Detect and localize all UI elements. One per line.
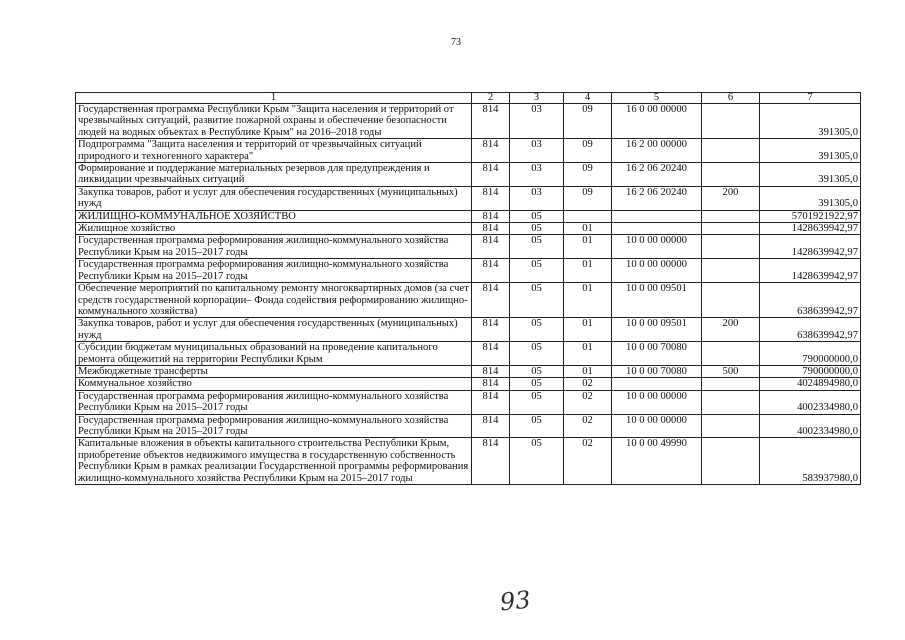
row-subsection-cell: 01 (564, 259, 612, 283)
row-expense-type-cell: 500 (702, 365, 760, 377)
row-ministry-cell: 814 (472, 365, 510, 377)
row-article-cell (612, 223, 702, 235)
row-subsection-cell: 01 (564, 283, 612, 318)
row-expense-type-cell (702, 259, 760, 283)
row-subsection-cell: 02 (564, 438, 612, 485)
row-name-cell: Закупка товаров, работ и услуг для обеспечения государственных (муниципальных) нужд (76, 186, 472, 210)
row-name-cell: Жилищное хозяйство (76, 223, 472, 235)
row-subsection-cell: 01 (564, 342, 612, 366)
row-amount-cell: 5701921922,97 (760, 210, 861, 222)
row-name-cell: Государственная программа реформирования жилищно-коммунального хозяйства Республики Крым на 2015–2017 годы (76, 390, 472, 414)
row-amount-cell: 1428639942,97 (760, 259, 861, 283)
row-name-cell: Обеспечение мероприятий по капитальному ремонту многоквартирных домов (за счет средств государственной корпорации– Фонда содействия реформированию жилищно-коммунального хозяйства) (76, 283, 472, 318)
row-article-cell (612, 210, 702, 222)
table-row (76, 186, 861, 210)
row-article-cell: 16 2 06 20240 (612, 163, 702, 187)
row-section-cell: 03 (510, 163, 564, 187)
row-expense-type-cell (702, 378, 760, 390)
row-name-cell: Субсидии бюджетам муниципальных образований на проведение капитального ремонта общежитий на территории Республики Крым (76, 342, 472, 366)
page-number: 73 (451, 37, 461, 48)
row-expense-type-cell (702, 139, 760, 163)
row-name-cell: Формирование и поддержание материальных резервов для предупреждения и ликвидации чрезвычайных ситуаций (76, 163, 472, 187)
column-header: 3 (510, 93, 564, 104)
row-article-cell: 10 0 00 49990 (612, 438, 702, 485)
row-ministry-cell: 814 (472, 235, 510, 259)
row-expense-type-cell (702, 163, 760, 187)
row-section-cell: 05 (510, 235, 564, 259)
row-amount-cell: 391305,0 (760, 104, 861, 139)
row-subsection-cell: 09 (564, 186, 612, 210)
row-ministry-cell: 814 (472, 390, 510, 414)
row-section-cell: 05 (510, 390, 564, 414)
row-article-cell: 10 0 00 70080 (612, 342, 702, 366)
row-article-cell: 16 0 00 00000 (612, 104, 702, 139)
row-subsection-cell: 01 (564, 365, 612, 377)
row-amount-cell: 4024894980,0 (760, 378, 861, 390)
row-name-cell: Закупка товаров, работ и услуг для обеспечения государственных (муниципальных) нужд (76, 318, 472, 342)
row-amount-cell: 583937980,0 (760, 438, 861, 485)
row-subsection-cell: 01 (564, 223, 612, 235)
table-row (76, 414, 861, 438)
row-subsection-cell: 01 (564, 235, 612, 259)
table-row (76, 163, 861, 187)
row-section-cell: 05 (510, 414, 564, 438)
row-expense-type-cell (702, 223, 760, 235)
row-amount-cell: 391305,0 (760, 186, 861, 210)
row-name-cell: Государственная программа реформирования жилищно-коммунального хозяйства Республики Крым на 2015–2017 годы (76, 414, 472, 438)
row-amount-cell: 790000000,0 (760, 365, 861, 377)
row-ministry-cell: 814 (472, 139, 510, 163)
row-amount-cell: 638639942,97 (760, 318, 861, 342)
row-expense-type-cell (702, 104, 760, 139)
row-amount-cell: 1428639942,97 (760, 223, 861, 235)
row-amount-cell: 1428639942,97 (760, 235, 861, 259)
row-article-cell: 10 0 00 00000 (612, 259, 702, 283)
table-row (76, 235, 861, 259)
table-row (76, 438, 861, 485)
handwritten-page-mark: 93 (498, 585, 532, 617)
row-ministry-cell: 814 (472, 318, 510, 342)
row-expense-type-cell: 200 (702, 318, 760, 342)
row-article-cell: 10 0 00 00000 (612, 414, 702, 438)
row-section-cell: 03 (510, 186, 564, 210)
table-row (76, 283, 861, 318)
row-name-cell: Подпрограмма "Защита населения и территорий от чрезвычайных ситуаций природного и техногенного характера" (76, 139, 472, 163)
row-amount-cell: 391305,0 (760, 163, 861, 187)
column-header: 5 (612, 93, 702, 104)
row-ministry-cell: 814 (472, 163, 510, 187)
row-article-cell: 16 2 00 00000 (612, 139, 702, 163)
header-row (76, 93, 861, 104)
row-ministry-cell: 814 (472, 223, 510, 235)
row-article-cell: 10 0 00 00000 (612, 390, 702, 414)
row-amount-cell: 790000000,0 (760, 342, 861, 366)
row-ministry-cell: 814 (472, 186, 510, 210)
row-article-cell (612, 378, 702, 390)
row-expense-type-cell (702, 342, 760, 366)
row-ministry-cell: 814 (472, 210, 510, 222)
table-row (76, 223, 861, 235)
column-header: 7 (760, 93, 861, 104)
table-row (76, 342, 861, 366)
row-section-cell: 05 (510, 365, 564, 377)
row-section-cell: 03 (510, 104, 564, 139)
row-section-cell: 05 (510, 438, 564, 485)
column-header: 1 (76, 93, 472, 104)
row-ministry-cell: 814 (472, 438, 510, 485)
row-section-cell: 05 (510, 378, 564, 390)
row-expense-type-cell (702, 235, 760, 259)
row-expense-type-cell: 200 (702, 186, 760, 210)
row-section-cell: 03 (510, 139, 564, 163)
row-subsection-cell: 09 (564, 139, 612, 163)
row-article-cell: 10 0 00 00000 (612, 235, 702, 259)
row-article-cell: 16 2 06 20240 (612, 186, 702, 210)
row-expense-type-cell (702, 414, 760, 438)
column-header: 2 (472, 93, 510, 104)
table-row (76, 139, 861, 163)
table-row (76, 104, 861, 139)
row-section-cell: 05 (510, 259, 564, 283)
row-subsection-cell: 09 (564, 104, 612, 139)
row-subsection-cell (564, 210, 612, 222)
row-section-cell: 05 (510, 223, 564, 235)
row-ministry-cell: 814 (472, 378, 510, 390)
table-row (76, 318, 861, 342)
row-section-cell: 05 (510, 318, 564, 342)
row-ministry-cell: 814 (472, 342, 510, 366)
budget-table (75, 92, 861, 485)
table-row (76, 365, 861, 377)
row-ministry-cell: 814 (472, 104, 510, 139)
row-expense-type-cell (702, 210, 760, 222)
row-subsection-cell: 01 (564, 318, 612, 342)
row-amount-cell: 638639942,97 (760, 283, 861, 318)
row-name-cell: Государственная программа реформирования жилищно-коммунального хозяйства Республики Крым на 2015–2017 годы (76, 259, 472, 283)
row-name-cell: Коммунальное хозяйство (76, 378, 472, 390)
row-name-cell: Межбюджетные трансферты (76, 365, 472, 377)
row-amount-cell: 4002334980,0 (760, 390, 861, 414)
row-name-cell: Государственная программа Республики Крым "Защита населения и территорий от чрезвычайных ситуаций, развитие пожарной охраны и обеспечение безопасности людей на водных объектах в Республике Крым" на 2016–2018 годы (76, 104, 472, 139)
column-header: 4 (564, 93, 612, 104)
row-subsection-cell: 09 (564, 163, 612, 187)
row-subsection-cell: 02 (564, 378, 612, 390)
column-header: 6 (702, 93, 760, 104)
row-section-cell: 05 (510, 283, 564, 318)
table-row (76, 259, 861, 283)
row-article-cell: 10 0 00 70080 (612, 365, 702, 377)
row-name-cell: ЖИЛИЩНО-КОММУНАЛЬНОЕ ХОЗЯЙСТВО (76, 210, 472, 222)
table-row (76, 390, 861, 414)
row-article-cell: 10 0 00 09501 (612, 283, 702, 318)
row-expense-type-cell (702, 283, 760, 318)
row-ministry-cell: 814 (472, 283, 510, 318)
row-section-cell: 05 (510, 342, 564, 366)
row-expense-type-cell (702, 438, 760, 485)
table-row (76, 378, 861, 390)
row-name-cell: Государственная программа реформирования жилищно-коммунального хозяйства Республики Крым на 2015–2017 годы (76, 235, 472, 259)
row-ministry-cell: 814 (472, 414, 510, 438)
row-name-cell: Капитальные вложения в объекты капитального строительства Республики Крым, приобретение объектов недвижимого имущества в государственную собственность Республики Крым в рамках реализации Государственной программы реформирования жилищно-коммунального хозяйства Республики Крым на 2015–2017 годы (76, 438, 472, 485)
row-subsection-cell: 02 (564, 414, 612, 438)
row-amount-cell: 391305,0 (760, 139, 861, 163)
row-expense-type-cell (702, 390, 760, 414)
row-subsection-cell: 02 (564, 390, 612, 414)
table-body (76, 93, 861, 485)
row-article-cell: 10 0 00 09501 (612, 318, 702, 342)
table-row (76, 210, 861, 222)
row-ministry-cell: 814 (472, 259, 510, 283)
row-amount-cell: 4002334980,0 (760, 414, 861, 438)
row-section-cell: 05 (510, 210, 564, 222)
